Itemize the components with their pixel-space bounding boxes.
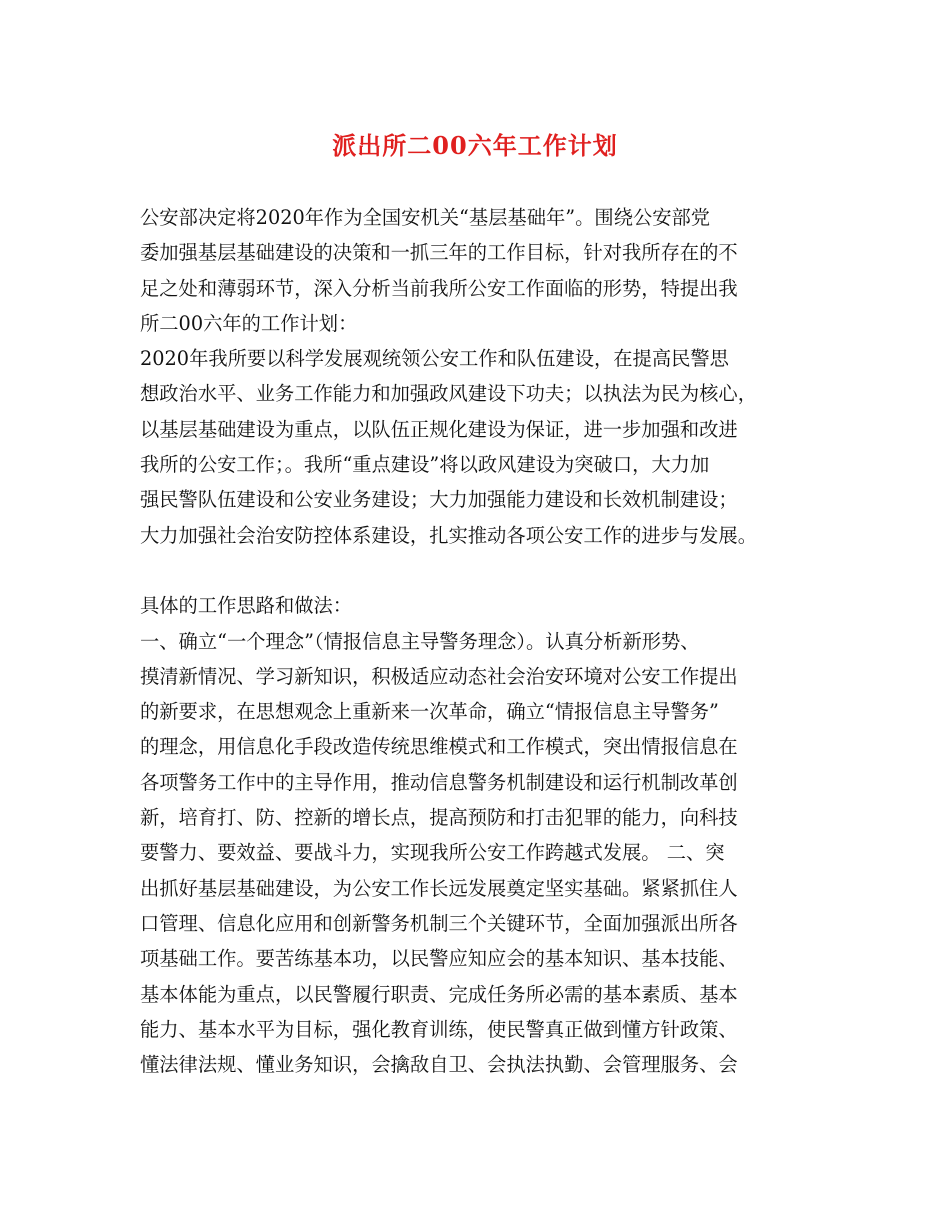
text-line: 强民警队伍建设和公安业务建设；大力加强能力建设和长效机制建设； bbox=[140, 488, 738, 512]
text-line: 懂法律法规、懂业务知识，会擒敌自卫、会执法执勤、会管理服务、会 bbox=[140, 1053, 738, 1077]
text-line: 项基础工作。要苦练基本功，以民警应知应会的基本知识、基本技能、 bbox=[140, 947, 738, 971]
text-line: 出抓好基层基础建设，为公安工作长远发展奠定坚实基础。紧紧抓住人 bbox=[140, 876, 738, 900]
text-line: 能力、基本水平为目标，强化教育训练，使民警真正做到懂方针政策、 bbox=[140, 1017, 738, 1041]
text-line: 各项警务工作中的主导作用，推动信息警务机制建设和运行机制改革创 bbox=[140, 770, 738, 794]
text-line: 的新要求，在思想观念上重新来一次革命，确立“情报信息主导警务” bbox=[140, 700, 719, 724]
text-line: 具体的工作思路和做法： bbox=[140, 594, 353, 618]
text-line: 以基层基础建设为重点，以队伍正规化建设为保证，进一步加强和改进 bbox=[140, 417, 738, 441]
text-line: 新，培育打、防、控新的增长点，提高预防和打击犯罪的能力，向科技 bbox=[140, 806, 738, 830]
text-line: 摸清新情况、学习新知识，积极适应动态社会治安环境对公安工作提出 bbox=[140, 664, 738, 688]
text-line: 一、确立“一个理念”（情报信息主导警务理念）。认真分析新形势、 bbox=[140, 629, 700, 653]
text-line: 想政治水平、业务工作能力和加强政风建设下功夫；以执法为民为核心， bbox=[140, 382, 757, 406]
document-title: 派出所二00六年工作计划 bbox=[332, 131, 618, 160]
text-line: 足之处和薄弱环节，深入分析当前我所公安工作面临的形势，特提出我 bbox=[140, 276, 738, 300]
blank-line bbox=[140, 553, 820, 588]
text-line: 的理念，用信息化手段改造传统思维模式和工作模式，突出情报信息在 bbox=[140, 735, 738, 759]
text-line: 基本体能为重点，以民警履行职责、完成任务所必需的基本素质、基本 bbox=[140, 982, 738, 1006]
text-line: 2020年我所要以科学发展观统领公安工作和队伍建设，在提高民警思 bbox=[140, 347, 729, 371]
text-line: 口管理、信息化应用和创新警务机制三个关键环节，全面加强派出所各 bbox=[140, 911, 738, 935]
text-line: 所二00六年的工作计划： bbox=[140, 311, 358, 335]
text-line: 我所的公安工作；。我所“重点建设”将以政风建设为突破口，大力加 bbox=[140, 453, 710, 477]
text-line: 公安部决定将2020年作为全国安机关“基层基础年”。围绕公安部党 bbox=[140, 206, 711, 229]
document-body bbox=[140, 200, 820, 1082]
text-line: 大力加强社会治安防控体系建设，扎实推动各项公安工作的进步与发展。 bbox=[140, 523, 757, 547]
text-line: 要警力、要效益、要战斗力，实现我所公安工作跨越式发展。 二、突 bbox=[140, 841, 725, 865]
text-line: 委加强基层基础建设的决策和一抓三年的工作目标，针对我所存在的不 bbox=[140, 241, 738, 265]
